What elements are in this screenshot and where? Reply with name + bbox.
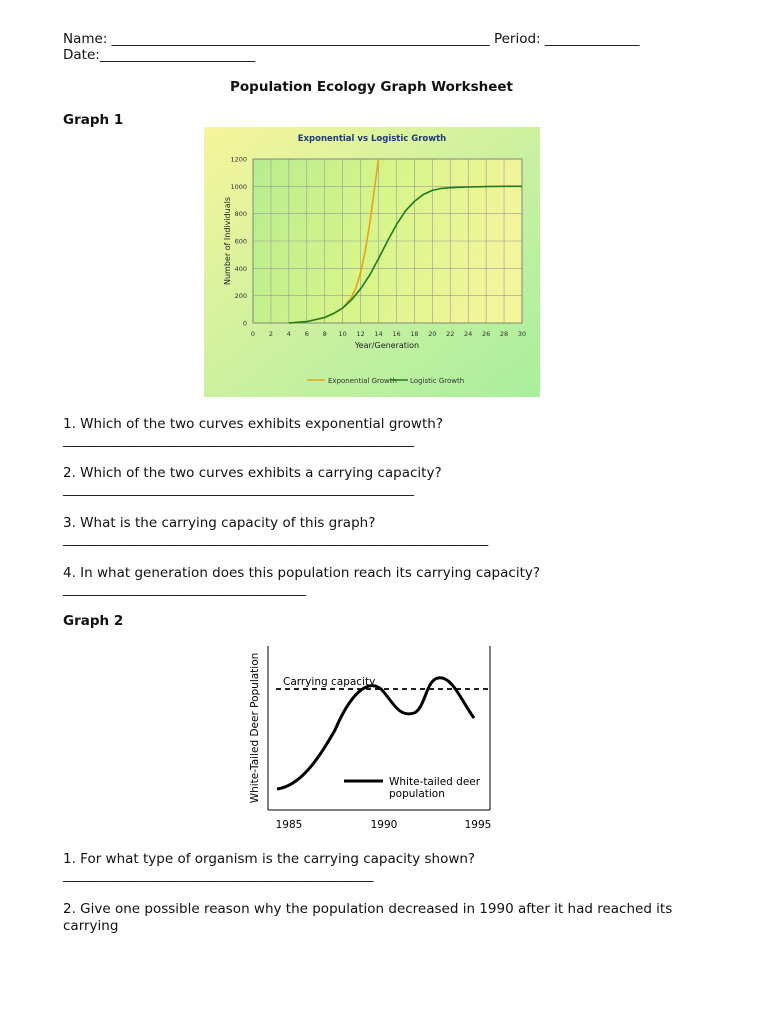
x-tick-14: 14 (374, 330, 383, 338)
legend-label-deer-line2: population (389, 788, 445, 800)
x-tick-30: 30 (517, 330, 527, 338)
graph2-answer-line-1[interactable]: ______________________________________________ (63, 867, 374, 883)
graph1-question-3: 3. What is the carrying capacity of this graph? (63, 515, 376, 531)
x-tick-4: 4 (286, 330, 291, 338)
x-tick-8: 8 (322, 330, 327, 338)
x-tick-12: 12 (356, 330, 365, 338)
worksheet-title: Population Ecology Graph Worksheet (230, 79, 513, 95)
graph1-answer-line-3[interactable]: _______________________________________________________________ (63, 531, 489, 547)
y-tick-200: 200 (234, 292, 247, 301)
x-tick-18: 18 (410, 330, 419, 338)
graph1-question-2: 2. Which of the two curves exhibits a carrying capacity? (63, 465, 442, 481)
x-tick-26: 26 (481, 330, 491, 338)
graph1-question-4: 4. In what generation does this population reach its carrying capacity? (63, 565, 541, 581)
x-tick-28: 28 (499, 330, 509, 338)
x-tick-6: 6 (304, 330, 309, 338)
graph1-answer-line-4[interactable]: ____________________________________ (63, 581, 306, 597)
graph1-question-1: 1. Which of the two curves exhibits exponential growth? (63, 416, 443, 432)
y-axis-label: Number of Individuals (223, 196, 232, 286)
x-tick-16: 16 (392, 330, 401, 338)
graph1-heading: Graph 1 (63, 112, 124, 128)
x-tick-20: 20 (428, 330, 437, 338)
x-tick-10: 10 (338, 330, 347, 338)
y-tick-1000: 1000 (230, 182, 247, 191)
graph2-chart (240, 640, 500, 834)
graph1-answer-line-2[interactable]: ____________________________________________________ (63, 481, 414, 497)
graph2-heading: Graph 2 (63, 613, 124, 629)
y-tick-600: 600 (234, 237, 247, 246)
legend-label-exponential: Exponential Growth (328, 377, 397, 385)
graph1-answer-line-1[interactable]: ____________________________________________________ (63, 432, 414, 448)
chart-title: Exponential vs Logistic Growth (297, 134, 447, 144)
y-tick-1200: 1200 (230, 155, 247, 164)
x-tick-1990: 1990 (370, 819, 398, 831)
x-tick-2: 2 (268, 330, 274, 338)
date-line[interactable]: Date:_______________________ (63, 47, 256, 63)
carrying-capacity-label: Carrying capacity (283, 676, 376, 688)
x-tick-1995: 1995 (464, 819, 492, 831)
x-tick-0: 0 (250, 330, 256, 338)
x-tick-22: 22 (446, 330, 455, 338)
name-period-line[interactable]: Name: ________________________________________________________ Period: ______________ (63, 31, 640, 47)
y-tick-800: 800 (234, 210, 247, 219)
x-tick-1985: 1985 (275, 819, 303, 831)
x-axis-label: Year/Generation (354, 341, 420, 350)
y-axis-label: White-Tailed Deer Population (249, 652, 261, 804)
deer-population-curve (277, 678, 474, 789)
legend-label-logistic: Logistic Growth (410, 377, 465, 385)
y-tick-0: 0 (242, 319, 247, 328)
graph2-question-2: 2. Give one possible reason why the population decreased in 1990 after it had reached its carrying (63, 901, 673, 934)
legend-label-deer-line1: White-tailed deer (389, 776, 481, 788)
graph1-chart (204, 127, 540, 397)
graph2-question-1: 1. For what type of organism is the carrying capacity shown? (63, 851, 476, 867)
y-tick-400: 400 (234, 264, 247, 273)
x-tick-24: 24 (464, 330, 473, 338)
